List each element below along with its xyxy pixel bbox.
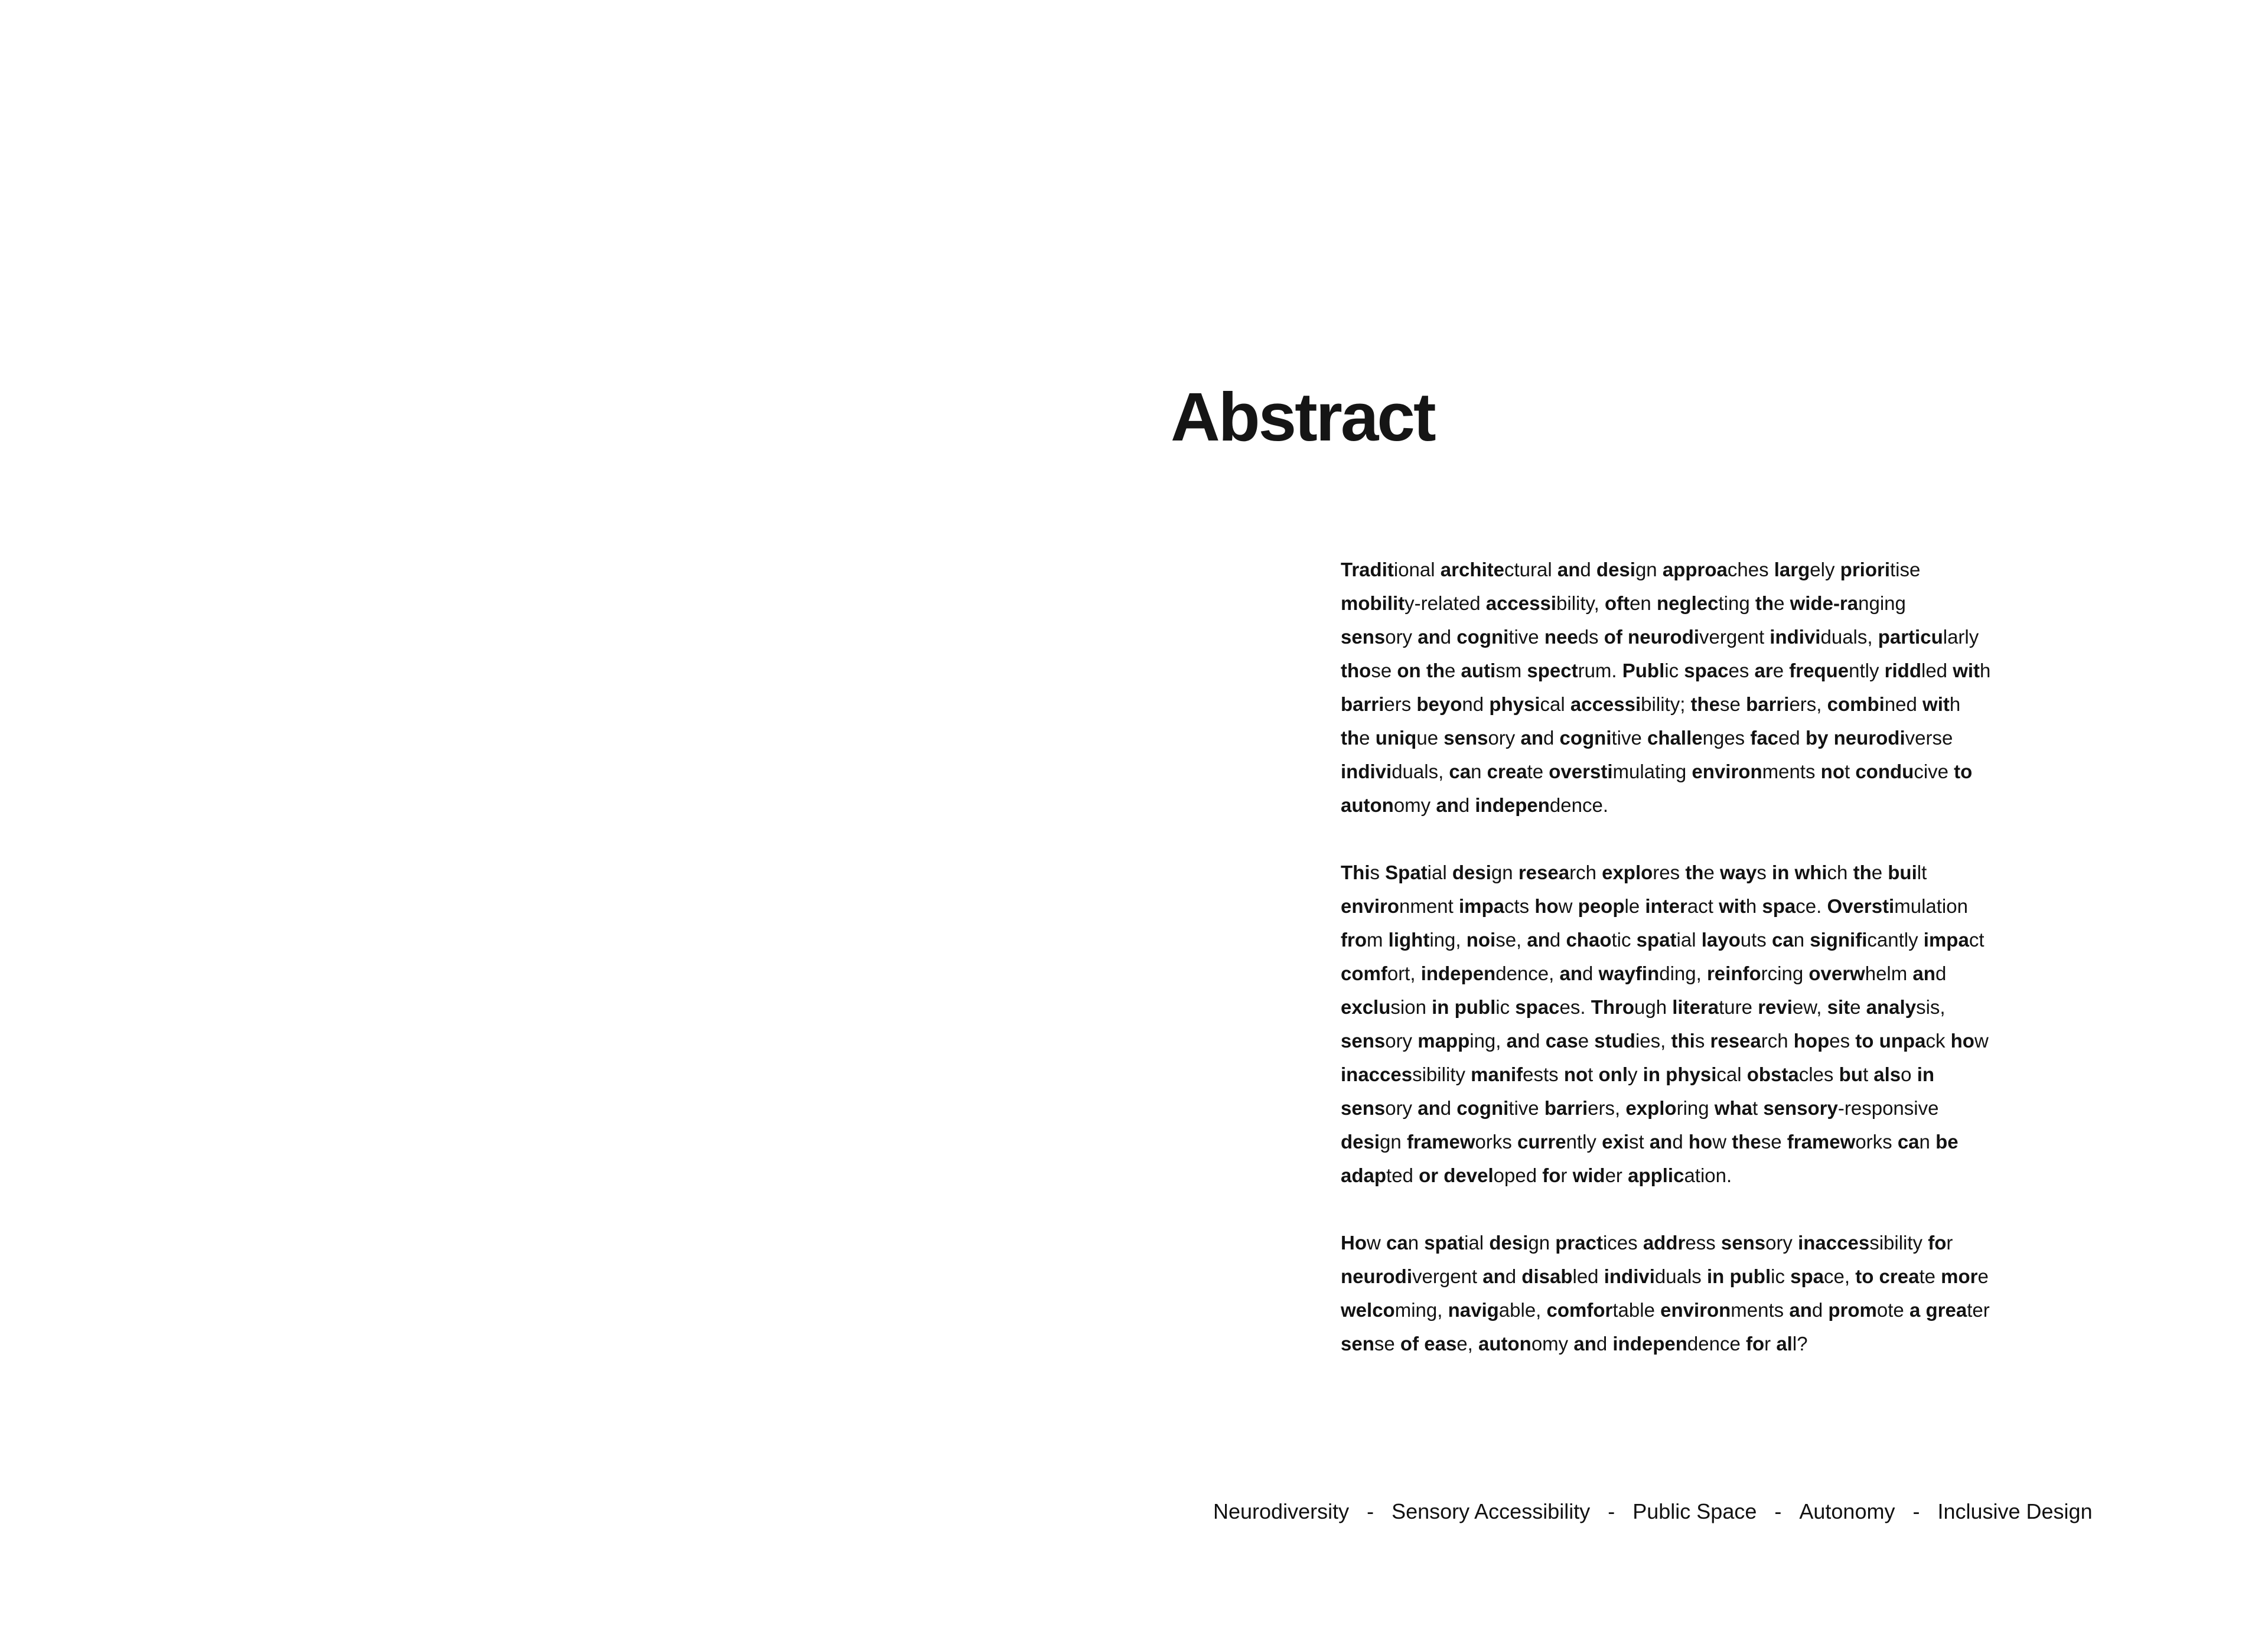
paragraph-line: environment impacts how people interact with space. Overstimulation (1341, 895, 1968, 917)
keyword: Neurodiversity (1213, 1499, 1350, 1523)
keyword-separator: - (1774, 1499, 1782, 1523)
paragraph-line: individuals, can create overstimulating environments not conducive to (1341, 761, 1973, 782)
abstract-paragraph (1341, 1226, 2020, 1360)
paragraph-line: barriers beyond physical accessibility; these barriers, combined with (1341, 693, 1961, 715)
page-title: Abstract (1171, 378, 1435, 455)
paragraph-line: This Spatial design research explores the ways in which the built (1341, 862, 1927, 883)
paragraph-line: neurodivergent and disabled individuals in public space, to create more (1341, 1265, 1989, 1287)
keyword: Sensory Accessibility (1392, 1499, 1591, 1523)
keyword: Autonomy (1799, 1499, 1895, 1523)
paragraph-line: Traditional architectural and design approaches largely prioritise (1341, 559, 1921, 580)
paragraph-line: design frameworks currently exist and how these frameworks can be (1341, 1131, 1959, 1153)
paragraph-line: How can spatial design practices address sensory inaccessibility for (1341, 1232, 1953, 1254)
paragraph-line: the unique sensory and cognitive challenges faced by neurodiverse (1341, 727, 1953, 749)
keyword-separator: - (1608, 1499, 1615, 1523)
paragraph-line: from lighting, noise, and chaotic spatial layouts can significantly impact (1341, 929, 1984, 951)
paragraph-line: sensory mapping, and case studies, this research hopes to unpack how (1341, 1030, 1989, 1052)
abstract-body (1341, 553, 2020, 1394)
paragraph-line: mobility-related accessibility, often neglecting the wide-ranging (1341, 592, 1906, 614)
paragraph-line: welcoming, navigable, comfortable environments and promote a greater (1341, 1299, 1990, 1321)
paragraph-line: adapted or developed for wider application. (1341, 1164, 1732, 1186)
paragraph-line: comfort, independence, and wayfinding, reinforcing overwhelm and (1341, 962, 1947, 984)
paragraph-line: sense of ease, autonomy and independence for all? (1341, 1333, 1808, 1355)
abstract-paragraph (1341, 856, 2020, 1192)
keyword-separator: - (1912, 1499, 1920, 1523)
keyword: Public Space (1632, 1499, 1757, 1523)
keywords-row (1213, 1499, 2093, 1525)
paragraph-line: sensory and cognitive barriers, exploring what sensory-responsive (1341, 1097, 1939, 1119)
keyword-separator: - (1367, 1499, 1374, 1523)
abstract-paragraph (1341, 553, 2020, 822)
paragraph-line: exclusion in public spaces. Through literature review, site analysis, (1341, 996, 1946, 1018)
paragraph-line: sensory and cognitive needs of neurodivergent individuals, particularly (1341, 626, 1979, 648)
paragraph-line: those on the autism spectrum. Public spaces are frequently riddled with (1341, 660, 1991, 681)
paragraph-line: inaccessibility manifests not only in physical obstacles but also in (1341, 1063, 1935, 1085)
keyword: Inclusive Design (1937, 1499, 2093, 1523)
paragraph-line: autonomy and independence. (1341, 794, 1608, 816)
